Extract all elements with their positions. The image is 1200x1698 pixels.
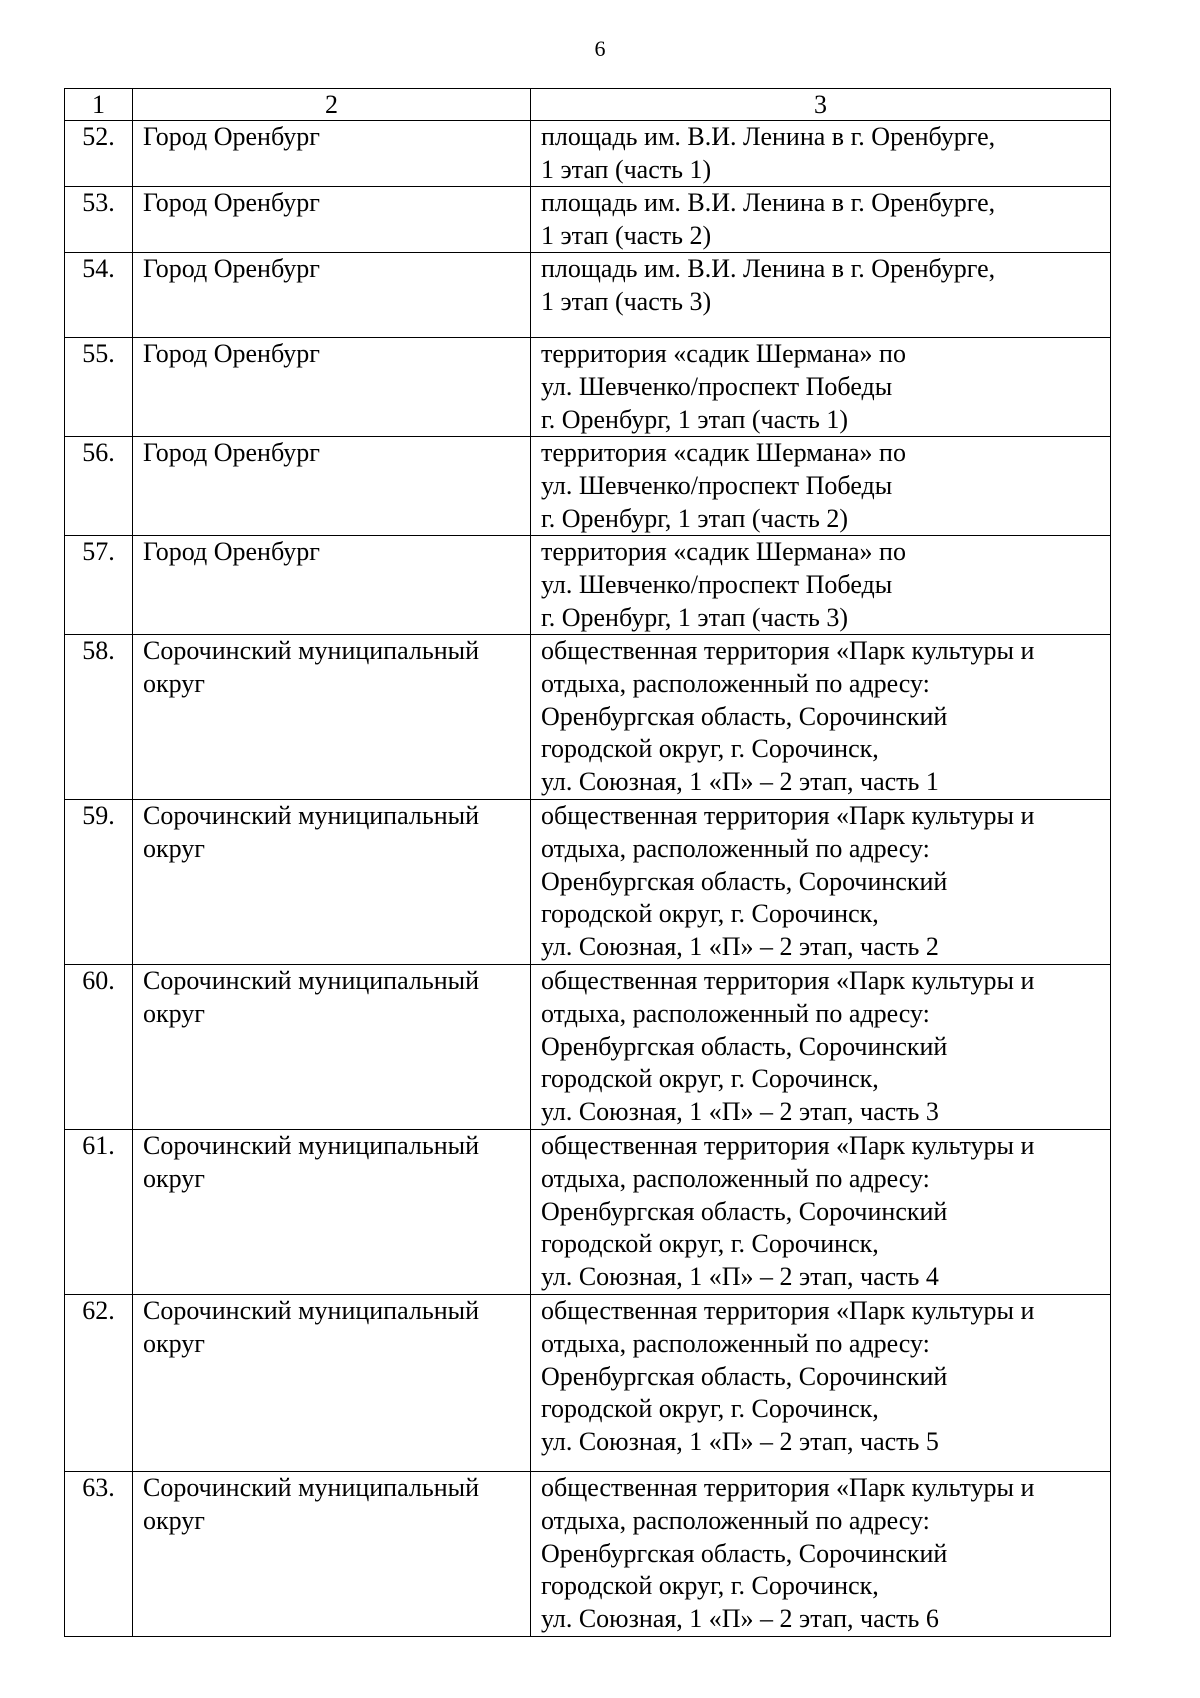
territory-line: ул. Союзная, 1 «П» – 2 этап, часть 2: [541, 931, 939, 961]
territory-line: общественная территория «Парк культуры и: [541, 966, 1035, 996]
municipality-line: округ: [143, 668, 205, 698]
territory-line: г. Оренбург, 1 этап (часть 3): [541, 602, 849, 632]
territories-table: [64, 88, 1111, 1637]
territory-line: площадь им. В.И. Ленина в г. Оренбурге,: [541, 254, 996, 284]
territory-line: Оренбургская область, Сорочинский: [541, 1196, 948, 1226]
territory-line: ул. Союзная, 1 «П» – 2 этап, часть 6: [541, 1603, 939, 1633]
territory-line: общественная территория «Парк культуры и: [541, 1131, 1035, 1161]
territory-line: отдыха, расположенный по адресу:: [541, 1328, 930, 1358]
municipality-cell: [133, 1295, 531, 1472]
territory-line: 1 этап (часть 1): [541, 154, 712, 184]
territory-line: Оренбургская область, Сорочинский: [541, 866, 948, 896]
municipality-line: Сорочинский муниципальный: [143, 1131, 479, 1161]
municipality-line: округ: [143, 1505, 205, 1535]
territory-line: ул. Союзная, 1 «П» – 2 этап, часть 4: [541, 1261, 939, 1291]
territory-line: общественная территория «Парк культуры и: [541, 1473, 1035, 1503]
territory-line: городской округ, г. Сорочинск,: [541, 1064, 879, 1094]
row-number: 59.: [65, 800, 133, 965]
territory-line: территория «садик Шермана» по: [541, 339, 906, 369]
territory-line: Оренбургская область, Сорочинский: [541, 1031, 948, 1061]
table-row: [65, 536, 1111, 635]
municipality-line: Сорочинский муниципальный: [143, 636, 479, 666]
territory-line: Оренбургская область, Сорочинский: [541, 1538, 948, 1568]
territory-cell: [531, 187, 1111, 253]
territory-line: Оренбургская область, Сорочинский: [541, 701, 948, 731]
territory-line: территория «садик Шермана» по: [541, 537, 906, 567]
row-number: 57.: [65, 536, 133, 635]
municipality-cell: Город Оренбург: [133, 437, 531, 536]
row-number: 55.: [65, 338, 133, 437]
territory-line: г. Оренбург, 1 этап (часть 2): [541, 503, 849, 533]
territory-cell: [531, 536, 1111, 635]
municipality-cell: Город Оренбург: [133, 253, 531, 338]
territory-cell: [531, 800, 1111, 965]
table-row: [65, 253, 1111, 338]
territory-line: площадь им. В.И. Ленина в г. Оренбурге,: [541, 188, 996, 218]
territory-line: Оренбургская область, Сорочинский: [541, 1361, 948, 1391]
table-row: [65, 1130, 1111, 1295]
municipality-line: Сорочинский муниципальный: [143, 1296, 479, 1326]
municipality-line: округ: [143, 1328, 205, 1358]
table-row: [65, 635, 1111, 800]
municipality-cell: Город Оренбург: [133, 121, 531, 187]
municipality-cell: [133, 1130, 531, 1295]
municipality-line: округ: [143, 833, 205, 863]
municipality-line: Сорочинский муниципальный: [143, 1473, 479, 1503]
municipality-cell: Город Оренбург: [133, 536, 531, 635]
table-header-row: [65, 89, 1111, 121]
row-number: 58.: [65, 635, 133, 800]
territory-line: общественная территория «Парк культуры и: [541, 801, 1035, 831]
table-row: [65, 187, 1111, 253]
table-row: [65, 1472, 1111, 1637]
territory-line: отдыха, расположенный по адресу:: [541, 1505, 930, 1535]
territory-line: ул. Шевченко/проспект Победы: [541, 371, 893, 401]
table-row: [65, 1295, 1111, 1472]
municipality-line: Сорочинский муниципальный: [143, 966, 479, 996]
territory-line: 1 этап (часть 2): [541, 220, 712, 250]
territory-cell: [531, 338, 1111, 437]
column-header-1: 1: [65, 89, 133, 121]
row-number: 52.: [65, 121, 133, 187]
territory-line: территория «садик Шермана» по: [541, 438, 906, 468]
municipality-cell: Город Оренбург: [133, 338, 531, 437]
territory-cell: [531, 437, 1111, 536]
row-number: 63.: [65, 1472, 133, 1637]
municipality-cell: [133, 800, 531, 965]
territory-cell: [531, 253, 1111, 338]
municipality-line: округ: [143, 1163, 205, 1193]
territory-cell: [531, 121, 1111, 187]
territory-line: отдыха, расположенный по адресу:: [541, 833, 930, 863]
row-number: 54.: [65, 253, 133, 338]
territory-cell: [531, 1472, 1111, 1637]
column-header-3: 3: [531, 89, 1111, 121]
territory-line: отдыха, расположенный по адресу:: [541, 1163, 930, 1193]
territory-line: ул. Союзная, 1 «П» – 2 этап, часть 5: [541, 1426, 939, 1456]
territory-line: городской округ, г. Сорочинск,: [541, 1571, 879, 1601]
territory-line: городской округ, г. Сорочинск,: [541, 1394, 879, 1424]
row-number: 53.: [65, 187, 133, 253]
territory-line: ул. Союзная, 1 «П» – 2 этап, часть 1: [541, 766, 939, 796]
table-row: [65, 338, 1111, 437]
table-row: [65, 121, 1111, 187]
municipality-cell: Город Оренбург: [133, 187, 531, 253]
territory-line: отдыха, расположенный по адресу:: [541, 998, 930, 1028]
territory-line: городской округ, г. Сорочинск,: [541, 899, 879, 929]
territory-line: ул. Шевченко/проспект Победы: [541, 569, 893, 599]
territory-line: общественная территория «Парк культуры и: [541, 1296, 1035, 1326]
territory-cell: [531, 965, 1111, 1130]
territory-line: площадь им. В.И. Ленина в г. Оренбурге,: [541, 122, 996, 151]
territory-line: отдыха, расположенный по адресу:: [541, 668, 930, 698]
row-number: 56.: [65, 437, 133, 536]
territory-cell: [531, 1130, 1111, 1295]
territory-line: 1 этап (часть 3): [541, 286, 712, 316]
territory-line: городской округ, г. Сорочинск,: [541, 1229, 879, 1259]
municipality-cell: [133, 965, 531, 1130]
municipality-line: округ: [143, 998, 205, 1028]
column-header-2: 2: [133, 89, 531, 121]
table-row: [65, 437, 1111, 536]
row-number: 61.: [65, 1130, 133, 1295]
territory-line: ул. Союзная, 1 «П» – 2 этап, часть 3: [541, 1096, 939, 1126]
municipality-cell: [133, 1472, 531, 1637]
table-row: [65, 800, 1111, 965]
row-number: 60.: [65, 965, 133, 1130]
municipality-line: Сорочинский муниципальный: [143, 801, 479, 831]
table-row: [65, 965, 1111, 1130]
page-number: 6: [594, 36, 606, 61]
row-number: 62.: [65, 1295, 133, 1472]
municipality-cell: [133, 635, 531, 800]
territory-line: городской округ, г. Сорочинск,: [541, 734, 879, 764]
territory-line: ул. Шевченко/проспект Победы: [541, 470, 893, 500]
territory-line: г. Оренбург, 1 этап (часть 1): [541, 404, 849, 434]
territory-cell: [531, 635, 1111, 800]
territory-line: общественная территория «Парк культуры и: [541, 636, 1035, 666]
territory-cell: [531, 1295, 1111, 1472]
